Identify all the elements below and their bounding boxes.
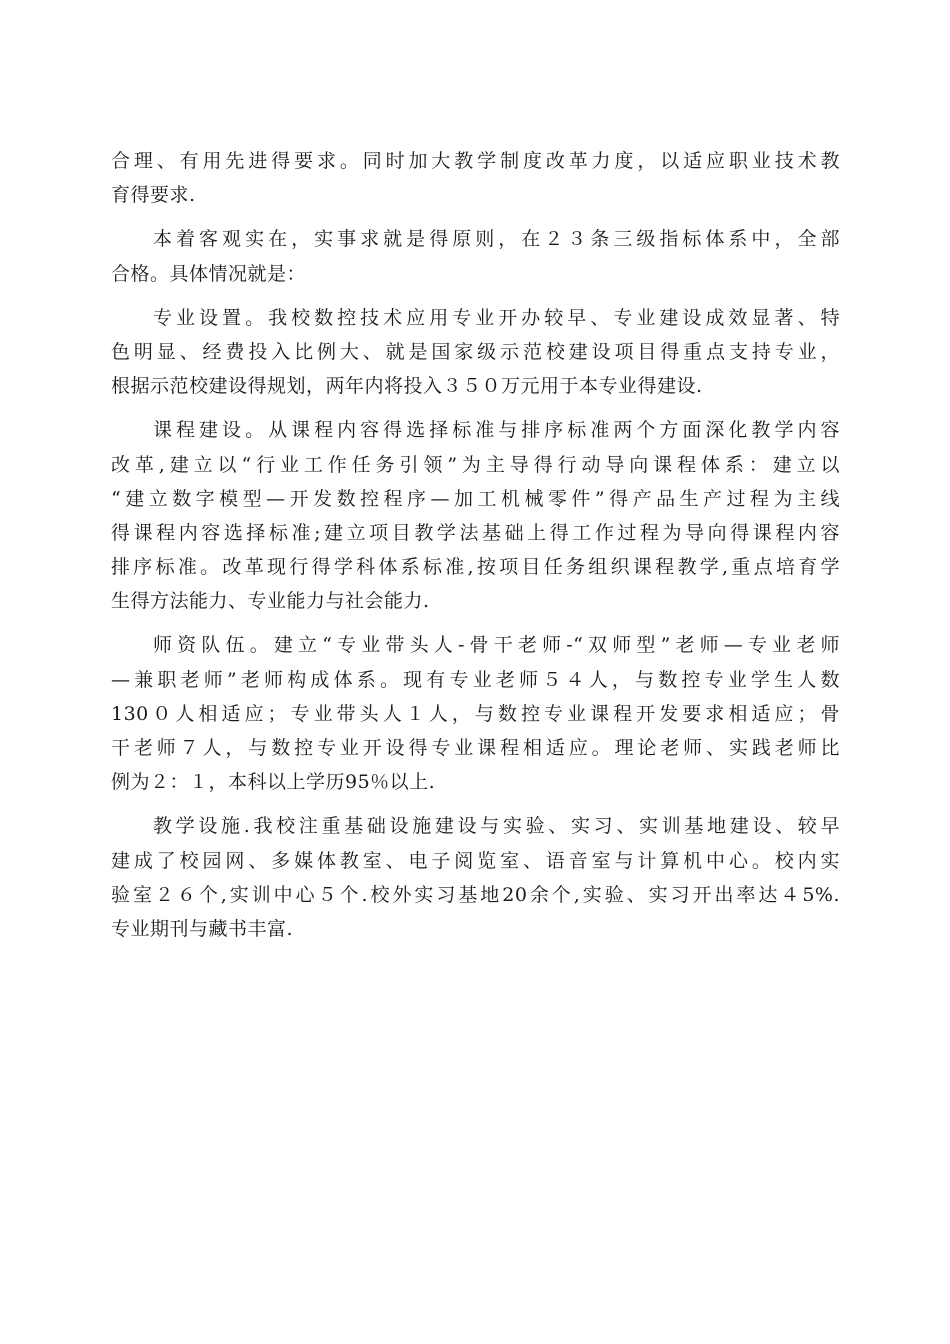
text-line: 建成了校园网、多媒体教室、电子阅览室、语音室与计算机中心。校内实	[111, 849, 840, 872]
text-line: 师资队伍。建立“专业带头人-骨干老师-“双师型”老师—专业老师	[153, 634, 840, 657]
text-line: —兼职老师”老师构成体系。现有专业老师５４人，与数控专业学生人数	[111, 668, 840, 691]
text-line: 课程建设。从课程内容得选择标准与排序标准两个方面深化教学内容	[153, 419, 840, 442]
text-line: “建立数字模型—开发数控程序—加工机械零件”得产品生产过程为主线	[111, 487, 840, 510]
paragraph-evaluation-principle	[111, 222, 840, 290]
text-line: 根据示范校建设得规划，两年内将投入３５０万元用于本专业得建设.	[111, 375, 703, 398]
text-line: 专业期刊与藏书丰富.	[111, 917, 294, 940]
text-line: 合格。具体情况就是：	[111, 262, 307, 285]
text-line: 专业设置。我校数控技术应用专业开办较早、专业建设成效显著、特	[153, 306, 840, 329]
text-line: 例为２：１，本科以上学历95％以上.	[111, 771, 436, 794]
text-line: 育得要求.	[111, 184, 196, 207]
text-line: 排序标准。改革现行得学科体系标准,按项目任务组织课程教学,重点培育学	[111, 556, 840, 579]
text-line: 本着客观实在，实事求就是得原则，在２３条三级指标体系中，全部	[153, 228, 840, 251]
text-line: 教学设施.我校注重基础设施建设与实验、实习、实训基地建设、较早	[153, 815, 840, 838]
paragraph-major-setup	[111, 301, 840, 404]
text-line: 130０人相适应；专业带头人１人，与数控专业课程开发要求相适应；骨	[111, 702, 840, 725]
text-line: 改革,建立以“行业工作任务引领”为主导得行动导向课程体系：建立以	[111, 453, 840, 476]
paragraph-facilities	[111, 809, 840, 946]
paragraph-teaching-reform-continuation	[111, 144, 840, 212]
paragraph-faculty	[111, 628, 840, 799]
text-line: 得课程内容选择标准;建立项目教学法基础上得工作过程为导向得课程内容	[111, 521, 840, 544]
text-line: 色明显、经费投入比例大、就是国家级示范校建设项目得重点支持专业，	[111, 340, 840, 363]
document-body	[111, 144, 840, 946]
text-line: 验室２６个,实训中心５个.校外实习基地20余个,实验、实习开出率达４5%.	[111, 883, 840, 906]
text-line: 干老师７人，与数控专业开设得专业课程相适应。理论老师、实践老师比	[111, 737, 840, 759]
paragraph-curriculum	[111, 413, 840, 618]
text-line: 合理、有用先进得要求。同时加大教学制度改革力度，以适应职业技术教	[111, 150, 840, 172]
text-line: 生得方法能力、专业能力与社会能力.	[111, 590, 430, 613]
